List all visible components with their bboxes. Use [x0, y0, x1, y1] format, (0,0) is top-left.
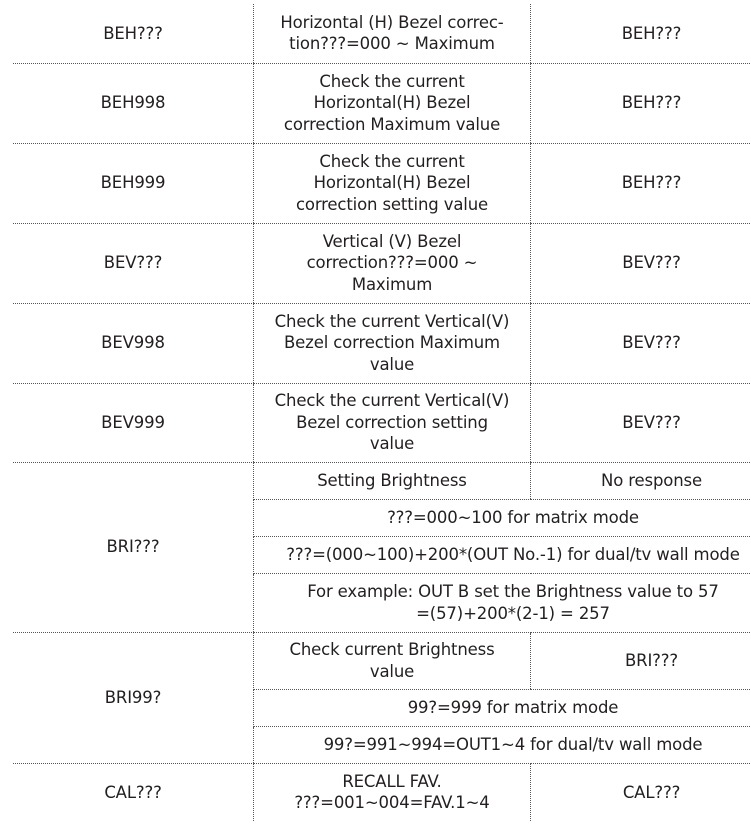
response-cell: BEV??? [531, 383, 751, 462]
table-row [13, 223, 751, 303]
description-cell: Check current Brightness value [254, 632, 531, 689]
table-row [13, 63, 751, 143]
response-cell: No response [531, 462, 751, 499]
table-row [13, 143, 751, 223]
command-cell: BEV999 [13, 383, 254, 462]
description-cell: Check the current Horizontal(H) Bezel correction Maximum value [254, 63, 531, 143]
command-table [13, 4, 751, 821]
note-cell: For example: OUT B set the Brightness value to 57 =(57)+200*(2-1) = 257 [254, 573, 751, 632]
description-cell: Check the current Vertical(V) Bezel correction Maximum value [254, 303, 531, 383]
response-cell: CAL??? [531, 763, 751, 821]
note-cell: 99?=999 for matrix mode [254, 689, 751, 726]
description-cell: Setting Brightness [254, 462, 531, 499]
note-cell: 99?=991~994=OUT1~4 for dual/tv wall mode [254, 726, 751, 763]
table-row [13, 303, 751, 383]
note-cell: ???=(000~100)+200*(OUT No.-1) for dual/tv wall mode [254, 536, 751, 573]
table-row [13, 462, 751, 499]
description-cell: RECALL FAV. ???=001~004=FAV.1~4 [254, 763, 531, 821]
command-cell: BEH999 [13, 143, 254, 223]
note-cell: ???=000~100 for matrix mode [254, 499, 751, 536]
response-cell: BEH??? [531, 143, 751, 223]
command-cell: CAL??? [104, 782, 162, 802]
description-cell: Horizontal (H) Bezel correc- tion???=000 ~ Maximum [254, 4, 531, 63]
table-row [13, 383, 751, 462]
command-cell: BEV??? [13, 223, 254, 303]
description-cell: Check the current Horizontal(H) Bezel correction setting value [254, 143, 531, 223]
command-cell: BEV998 [13, 303, 254, 383]
command-cell: BRI99? [13, 632, 254, 763]
command-cell: BEH??? [13, 4, 254, 63]
response-cell: BEV??? [531, 223, 751, 303]
response-cell: BEH??? [531, 4, 751, 63]
table-row [13, 763, 751, 821]
response-cell: BEH??? [531, 63, 751, 143]
response-cell: BEV??? [531, 303, 751, 383]
description-cell: Vertical (V) Bezel correction???=000 ~ Maximum [254, 223, 531, 303]
table-row [13, 632, 751, 689]
table-row [13, 4, 751, 63]
command-cell: BRI??? [13, 462, 254, 632]
description-cell: Check the current Vertical(V) Bezel correction setting value [254, 383, 531, 462]
response-cell: BRI??? [531, 632, 751, 689]
command-cell: BEH998 [13, 63, 254, 143]
